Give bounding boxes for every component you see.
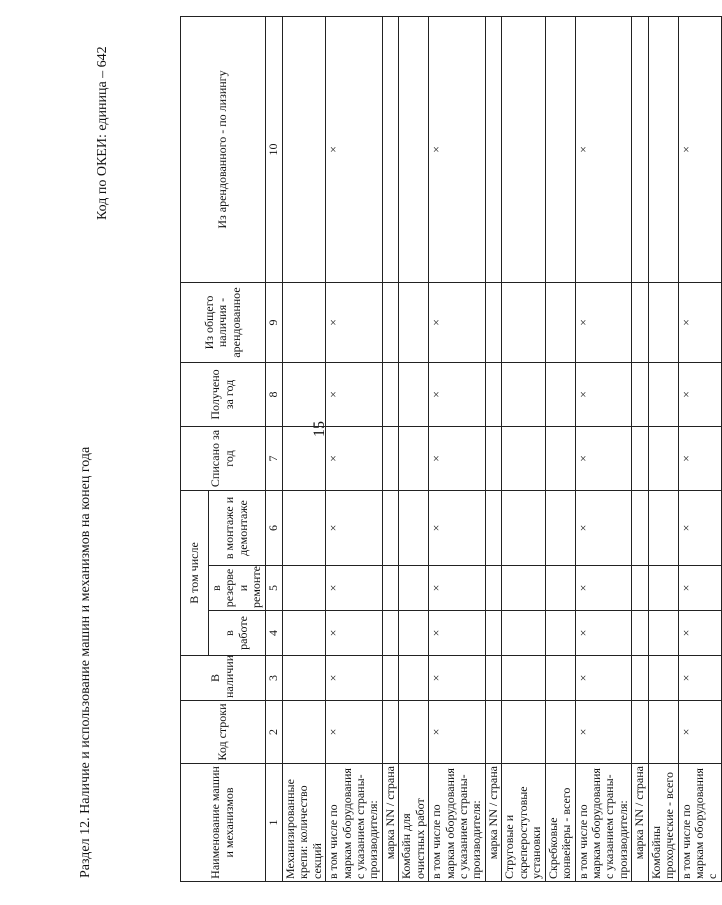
- table-cell: ×: [575, 427, 632, 491]
- row-name-cell: в том числе по маркам оборудования с указанием страны-производителя:: [575, 764, 632, 882]
- table-cell: [382, 427, 398, 491]
- table-cell: [632, 656, 648, 701]
- table-cell: [399, 17, 429, 283]
- okei-code: Код по ОКЕИ: единица – 642: [95, 46, 110, 220]
- table-cell: [282, 656, 325, 701]
- col-number: 1: [265, 764, 282, 882]
- table-cell: ×: [678, 611, 721, 656]
- table-cell: [545, 701, 575, 764]
- table-cell: [282, 17, 325, 283]
- table-row: [545, 17, 575, 882]
- table-cell: [399, 491, 429, 566]
- table-cell: ×: [575, 611, 632, 656]
- col-number: 8: [265, 363, 282, 427]
- table-cell: [502, 656, 545, 701]
- table-cell: [502, 363, 545, 427]
- table-cell: [382, 363, 398, 427]
- table-cell: ×: [575, 566, 632, 611]
- table-row: [575, 17, 632, 882]
- header-leasing: Из арендованного - по лизингу: [181, 17, 266, 283]
- table-cell: [485, 427, 501, 491]
- table-row: [502, 17, 545, 882]
- table-cell: [485, 656, 501, 701]
- table-cell: [632, 283, 648, 363]
- table-cell: [632, 491, 648, 566]
- header-working: в работе: [209, 611, 266, 656]
- table-cell: ×: [429, 17, 486, 283]
- table-rotated-container: [180, 17, 720, 882]
- table-cell: ×: [326, 701, 383, 764]
- table-cell: [502, 611, 545, 656]
- table-cell: ×: [429, 611, 486, 656]
- row-name-cell: Комбайны проходческие - всего: [648, 764, 678, 882]
- table-row: [485, 17, 501, 882]
- row-name-cell: марка NN / страна: [382, 764, 398, 882]
- row-name-cell: в том числе по маркам оборудования с указанием страны-производителя:: [326, 764, 383, 882]
- table-cell: ×: [575, 363, 632, 427]
- table-cell: ×: [575, 656, 632, 701]
- row-name-cell: Струговые и скреперостуговые установки: [502, 764, 545, 882]
- table-cell: [648, 363, 678, 427]
- table-cell: ×: [678, 283, 721, 363]
- table-cell: [485, 283, 501, 363]
- table-cell: ×: [326, 17, 383, 283]
- table-cell: ×: [678, 17, 721, 283]
- table-cell: [648, 566, 678, 611]
- table-cell: [545, 427, 575, 491]
- table-cell: [382, 491, 398, 566]
- header-total: В наличии: [181, 656, 266, 701]
- table-cell: [648, 283, 678, 363]
- table-row: [648, 17, 678, 882]
- table-cell: ×: [678, 363, 721, 427]
- row-name-cell: марка NN / страна: [485, 764, 501, 882]
- table-cell: ×: [575, 283, 632, 363]
- table-cell: [502, 566, 545, 611]
- table-cell: ×: [429, 363, 486, 427]
- table-cell: [282, 701, 325, 764]
- table-cell: [282, 427, 325, 491]
- table-cell: [545, 363, 575, 427]
- header-written-off: Списано за год: [181, 427, 266, 491]
- table-cell: [399, 427, 429, 491]
- table-cell: ×: [326, 283, 383, 363]
- table-cell: [282, 491, 325, 566]
- table-cell: ×: [429, 656, 486, 701]
- col-number: 7: [265, 427, 282, 491]
- table-cell: [382, 656, 398, 701]
- table-cell: [485, 701, 501, 764]
- table-cell: [632, 566, 648, 611]
- table-cell: [399, 701, 429, 764]
- table-cell: [632, 427, 648, 491]
- table-cell: ×: [326, 491, 383, 566]
- table-cell: [399, 363, 429, 427]
- table-cell: ×: [429, 701, 486, 764]
- table-cell: [648, 491, 678, 566]
- table-cell: [648, 427, 678, 491]
- table-cell: [545, 283, 575, 363]
- table-cell: [399, 656, 429, 701]
- table-row: [399, 17, 429, 882]
- header-reserve: в резерве и ремонте: [209, 566, 266, 611]
- row-name-cell: в том числе по маркам оборудования с: [678, 764, 721, 882]
- table-cell: ×: [575, 491, 632, 566]
- table-cell: [282, 566, 325, 611]
- table-cell: [648, 701, 678, 764]
- table-cell: [502, 491, 545, 566]
- table-cell: [632, 701, 648, 764]
- row-name-cell: Скребковые конвейеры - всего: [545, 764, 575, 882]
- table-cell: ×: [678, 566, 721, 611]
- row-name-cell: в том числе по маркам оборудования с указанием страны-производителя:: [429, 764, 486, 882]
- table-row: [678, 17, 721, 882]
- table-cell: [282, 363, 325, 427]
- table-cell: ×: [678, 427, 721, 491]
- table-cell: [545, 566, 575, 611]
- header-name: Наименование машин и механизмов: [181, 764, 266, 882]
- table-cell: [399, 611, 429, 656]
- row-name-cell: марка NN / страна: [632, 764, 648, 882]
- table-cell: [502, 701, 545, 764]
- col-number: 3: [265, 656, 282, 701]
- table-cell: ×: [678, 656, 721, 701]
- table-cell: [382, 566, 398, 611]
- table-cell: [545, 491, 575, 566]
- col-number: 2: [265, 701, 282, 764]
- machines-table: [180, 16, 722, 882]
- header-received: Получено за год: [181, 363, 266, 427]
- table-cell: [502, 427, 545, 491]
- table-cell: [632, 611, 648, 656]
- table-cell: [648, 611, 678, 656]
- table-cell: [648, 17, 678, 283]
- table-cell: [502, 283, 545, 363]
- table-cell: ×: [575, 17, 632, 283]
- table-row: [282, 17, 325, 882]
- row-name-cell: Комбайн для очистных работ: [399, 764, 429, 882]
- table-cell: [282, 611, 325, 656]
- table-cell: ×: [326, 363, 383, 427]
- table-cell: ×: [429, 491, 486, 566]
- table-cell: [382, 611, 398, 656]
- table-cell: [632, 363, 648, 427]
- table-cell: [648, 656, 678, 701]
- table-cell: [545, 656, 575, 701]
- table-cell: [632, 17, 648, 283]
- table-cell: [382, 17, 398, 283]
- section-title: Раздел 12. Наличие и использование машин и механизмов на конец года: [78, 446, 93, 878]
- table-row: [326, 17, 383, 882]
- table-cell: [485, 17, 501, 283]
- page-number: 15: [311, 421, 328, 437]
- header-mounting: в монтаже и демонтаже: [209, 491, 266, 566]
- table-cell: [485, 611, 501, 656]
- table-cell: [382, 283, 398, 363]
- col-number: 6: [265, 491, 282, 566]
- table-cell: ×: [429, 566, 486, 611]
- table-cell: ×: [326, 427, 383, 491]
- table-cell: ×: [678, 491, 721, 566]
- header-code: Код строки: [181, 701, 266, 764]
- col-number: 10: [265, 17, 282, 283]
- table-cell: [545, 17, 575, 283]
- table-cell: [485, 566, 501, 611]
- table-cell: ×: [575, 701, 632, 764]
- table-cell: [485, 491, 501, 566]
- header-incl: В том числе: [181, 491, 209, 656]
- col-number: 4: [265, 611, 282, 656]
- table-cell: [399, 566, 429, 611]
- table-cell: ×: [678, 701, 721, 764]
- table-cell: [502, 17, 545, 283]
- table-cell: [399, 283, 429, 363]
- header-leased-out: Из общего наличия - арендованное: [181, 283, 266, 363]
- col-number: 9: [265, 283, 282, 363]
- table-cell: ×: [429, 427, 486, 491]
- table-cell: ×: [326, 611, 383, 656]
- table-cell: [485, 363, 501, 427]
- table-cell: ×: [326, 566, 383, 611]
- table-cell: [545, 611, 575, 656]
- table-row: [632, 17, 648, 882]
- table-cell: ×: [326, 656, 383, 701]
- table-cell: [382, 701, 398, 764]
- column-numbers-row: [265, 17, 282, 882]
- table-row: [429, 17, 486, 882]
- table-cell: [282, 283, 325, 363]
- table-row: [382, 17, 398, 882]
- col-number: 5: [265, 566, 282, 611]
- row-name-cell: Механизированные крепи: количество секций: [282, 764, 325, 882]
- table-cell: ×: [429, 283, 486, 363]
